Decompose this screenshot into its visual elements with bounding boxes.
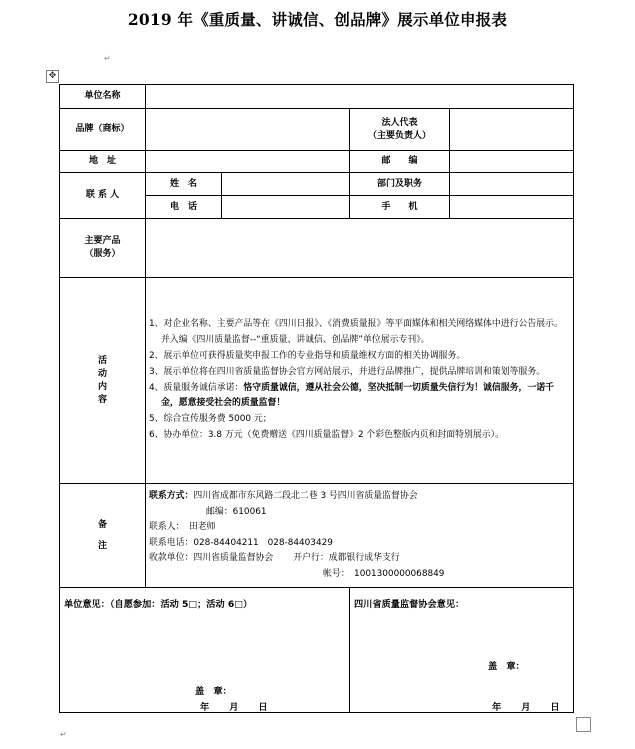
remarks-content — [146, 484, 574, 588]
remarks-label-char: 注 — [97, 540, 107, 551]
payee: 收款单位：四川省质量监督协会 — [149, 553, 274, 563]
activity-item-4-prefix: 4、质量服务诚信承诺： — [149, 382, 244, 393]
activity-item-3: 3、展示单位将在四川省质量监督协会官方网站展示，并进行品牌推广，提供品牌培训和策划等服务。 — [149, 366, 546, 377]
date-year-label: 年 — [492, 702, 502, 713]
association-stamp-label: 盖 章： — [488, 661, 525, 672]
postcode-label: 邮 编 — [350, 151, 450, 173]
bank: 开户行：成都银行成华支行 — [293, 553, 400, 563]
association-date — [492, 701, 560, 714]
account-number: 帐号： 1001300000068849 — [323, 568, 445, 579]
table-resize-handle[interactable] — [576, 717, 591, 732]
remarks-label — [60, 484, 146, 588]
table-move-handle-icon[interactable]: ✥ — [46, 70, 59, 83]
activity-item-4 — [149, 381, 570, 413]
products-field[interactable] — [146, 219, 574, 278]
form-title: 2019 年《重质量、讲诚信、创品牌》展示单位申报表 — [127, 10, 508, 29]
association-postcode: 邮编：610061 — [206, 506, 267, 517]
activity-content — [146, 278, 574, 484]
brand-label: 品牌（商标） — [60, 109, 146, 151]
brand-field[interactable] — [146, 109, 350, 151]
name-field[interactable] — [222, 173, 350, 196]
paragraph-mark: ↵ — [104, 54, 111, 63]
mobile-label: 手 机 — [350, 196, 450, 219]
phone-label: 电 话 — [146, 196, 222, 219]
contact-label: 联 系 人 — [60, 173, 146, 219]
activity-item-6: 6、协办单位：3.8 万元（免费赠送《四川质量监督》2 个彩色整版内页和封面特别展示）。 — [149, 429, 504, 440]
dept-label: 部门及职务 — [350, 173, 450, 196]
association-opinion-cell[interactable] — [350, 588, 574, 713]
association-phone: 联系电话：028-84404211 028-84403429 — [149, 537, 333, 548]
activity-item-2: 2、展示单位可获得质量奖申报工作的专业指导和质量维权方面的相关协调服务。 — [149, 350, 466, 361]
date-day-label: 日 — [550, 702, 560, 713]
activity-label — [60, 278, 146, 484]
date-month-label: 月 — [521, 702, 531, 713]
activity-item-5: 5、综合宣传服务费 5000 元； — [149, 414, 272, 425]
legal-rep-field[interactable] — [450, 109, 574, 151]
unit-stamp-label: 盖 章： — [195, 686, 232, 697]
phone-field[interactable] — [222, 196, 350, 219]
address-field[interactable] — [146, 151, 350, 173]
mobile-field[interactable] — [450, 196, 574, 219]
contact-way-label: 联系方式： — [149, 491, 194, 501]
name-label: 姓 名 — [146, 173, 222, 196]
postcode-field[interactable] — [450, 151, 574, 173]
activity-item-1: 1、对企业名称、主要产品等在《四川日报》、《消费质量报》等平面媒体和相关网络媒体中进行公告展示。并入编《四川质量监督--“重质量、讲诚信、创品牌”单位展示专刊》。 — [149, 319, 563, 346]
activity-label-char: 内 — [97, 381, 107, 392]
paragraph-mark: ↵ — [60, 730, 67, 739]
date-day-label: 日 — [258, 702, 268, 713]
date-month-label: 月 — [229, 702, 239, 713]
association-contact-person: 联系人： 田老师 — [149, 522, 216, 532]
activity-label-char: 容 — [97, 394, 107, 405]
products-label-line2: （服务） — [84, 249, 121, 259]
legal-rep-label — [350, 109, 450, 151]
date-year-label: 年 — [200, 702, 210, 713]
activity-label-char: 活 — [97, 355, 107, 366]
activity-label-char: 动 — [97, 368, 107, 379]
application-form-table — [59, 84, 574, 713]
unit-date — [200, 701, 268, 714]
association-address: 四川省成都市东风路二段北二巷 3 号四川省质量监督协会 — [193, 491, 418, 501]
unit-opinion-cell[interactable] — [60, 588, 350, 713]
integrity-pledge: 恪守质量诚信，遵从社会公德，坚决抵制一切质量失信行为！诚信服务，一诺千金，愿意接受社会的质量监督！ — [161, 382, 555, 409]
address-label: 地 址 — [60, 151, 146, 173]
unit-name-label: 单位名称 — [60, 85, 146, 109]
unit-name-field[interactable] — [146, 85, 574, 109]
legal-rep-label-line2: （主要负责人） — [367, 130, 431, 141]
unit-opinion-title: 单位意见：（自愿参加：活动 5□；活动 6□） — [64, 599, 253, 610]
association-opinion-title: 四川省质量监督协会意见： — [354, 599, 465, 610]
products-label-line1: 主要产品 — [84, 236, 121, 246]
remarks-label-char: 备 — [97, 519, 107, 530]
legal-rep-label-line1: 法人代表 — [381, 117, 418, 128]
dept-field[interactable] — [450, 173, 574, 196]
products-label — [60, 219, 146, 278]
